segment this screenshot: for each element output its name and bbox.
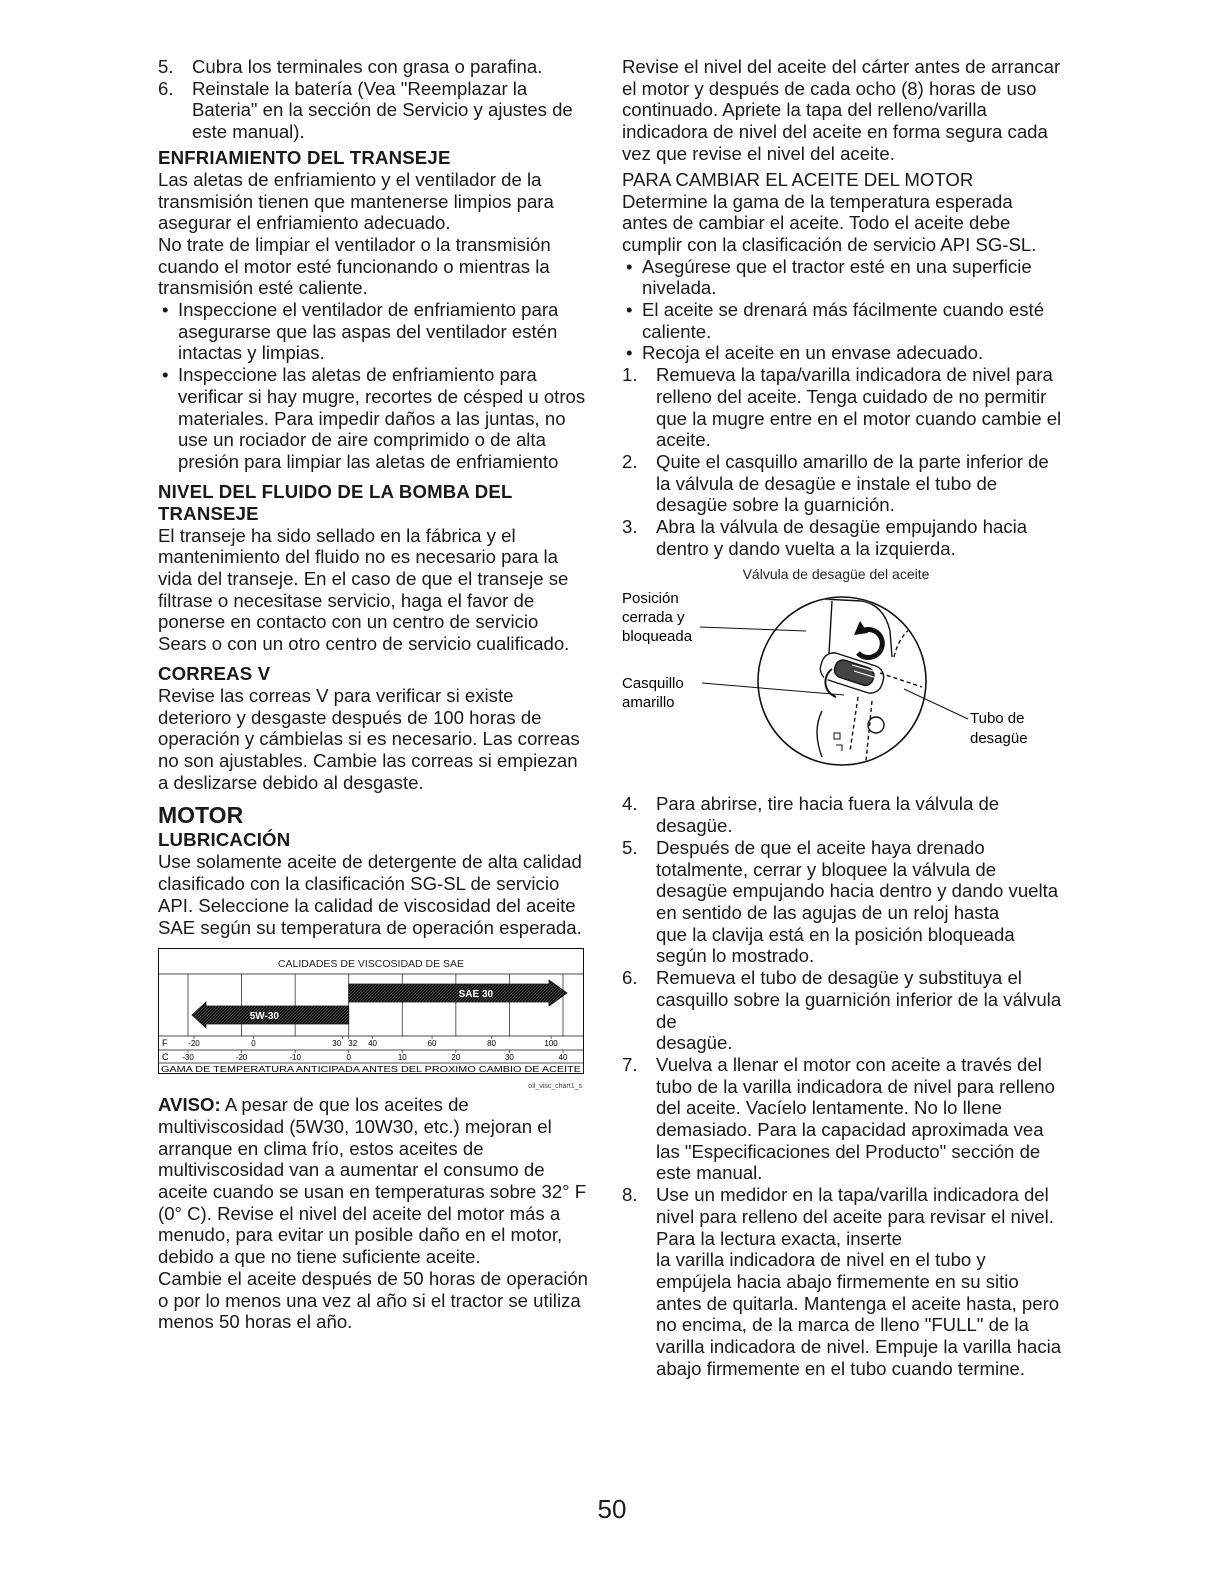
bullet-item — [622, 342, 1062, 364]
heading-motor: MOTOR — [158, 802, 244, 829]
list-text: Reinstale la batería (Vea "Reemplazar la Bateria" en la sección de Servicio y ajustes de este manual). — [192, 77, 573, 143]
f-tick-label: 60 — [427, 1039, 437, 1049]
list-item — [622, 967, 1062, 1032]
aviso-label: AVISO: — [158, 1094, 221, 1116]
c-tick-label: 20 — [451, 1053, 461, 1063]
bullet-icon: • — [626, 255, 633, 277]
c-tick-label: 40 — [558, 1053, 568, 1063]
c-tick-label: 10 — [397, 1053, 407, 1063]
bullet-text: Inspeccione el ventilador de enfriamiento para asegurarse que las aspas del ventilador estén intactas y limpias. — [178, 299, 559, 364]
heading-cambiar: PARA CAMBIAR EL ACEITE DEL MOTOR — [622, 168, 974, 190]
f-tick-label: -20 — [188, 1039, 200, 1049]
list-text: Use un medidor en la tapa/varilla indicadora del nivel para relleno del aceite para revisar el nivel. Para la lectura exacta, inserte — [656, 1184, 1054, 1249]
c-label: C — [162, 1052, 169, 1063]
chart-code: oil_visc_chart1_s — [528, 1083, 582, 1091]
drain-valve-illustration — [622, 561, 1062, 793]
figure-label-amarillo: amarillo — [622, 694, 675, 712]
left-column — [158, 56, 588, 1333]
chart-title: CALIDADES DE VISCOSIDAD DE SAE — [277, 958, 465, 971]
bar-label: 5W-30 — [249, 1011, 279, 1023]
list-text: Remueva la tapa/varilla indicadora de nivel para relleno del aceite. Tenga cuidado de no permitir que la mugre entre en el motor cuando cambie el aceite. — [656, 364, 1062, 451]
f-tick-label: 30 — [332, 1039, 342, 1049]
figure-label-cerrada: cerrada y — [622, 609, 685, 627]
f-tick-label: 100 — [544, 1039, 558, 1049]
bar-label: SAE 30 — [458, 989, 494, 1001]
bullet-icon: • — [162, 299, 169, 321]
list-item — [158, 78, 588, 143]
paragraph: Cambie el aceite después de 50 horas de operación o por lo menos una vez al año si el tractor se utiliza menos 50 horas el año. — [158, 1267, 589, 1333]
list-number: 6. — [622, 967, 638, 989]
c-tick-label: -10 — [289, 1053, 301, 1063]
f-label: F — [162, 1038, 168, 1049]
list-number: 4. — [622, 793, 638, 815]
viscosity-chart — [158, 948, 584, 1091]
list-text: Vuelva a llenar el motor con aceite a través del tubo de la varilla indicadora de nivel para relleno del aceite. Vacíelo lentamente. No lo llene demasiado. Para la capacidad aproximada vea las "Especificaciones del Producto" sección de este manual. — [656, 1053, 1055, 1184]
list-text: Después de que el aceite haya drenado totalmente, cerrar y bloquee la válvula de desagüe empujando hacia dentro y dando vuelta en sentido de las agujas de un reloj hasta — [656, 836, 1059, 923]
figure-label-casquillo: Casquillo — [622, 675, 684, 693]
bullet-item — [158, 299, 588, 364]
paragraph: Revise el nivel del aceite del cárter antes de arrancar el motor y después de cada ocho (8) horas de uso continuado. Apriete la tapa del relleno/varilla indicadora de nivel del aceite en forma segura cada vez que revise el nivel del aceite. — [622, 56, 1061, 164]
list-number: 6. — [158, 77, 174, 99]
figure-label-desague: desagüe — [970, 730, 1028, 748]
list-text: Quite el casquillo amarillo de la parte inferior de la válvula de desagüe e instale el tubo de desagüe sobre la guarnición. — [656, 450, 1049, 516]
chart-footer: GAMA DE TEMPERATURA ANTICIPADA ANTES DEL PROXIMO CAMBIO DE ACEITE — [161, 1064, 582, 1075]
bullet-text: Asegúrese que el tractor esté en una superficie nivelada. — [642, 255, 1032, 299]
heading-enfriamiento: ENFRIAMIENTO DEL TRANSEJE — [158, 146, 451, 168]
list-item — [622, 837, 1062, 924]
figure-label-posicion: Posición — [622, 590, 679, 608]
viscosity-chart-svg — [158, 948, 584, 1074]
f-tick-label: 0 — [251, 1039, 256, 1049]
heading-correas: CORREAS V — [158, 662, 271, 684]
list-number: 5. — [158, 56, 174, 77]
list-number: 3. — [622, 516, 638, 538]
bullet-text: Inspeccione las aletas de enfriamiento para verificar si hay mugre, recortes de césped u otros materiales. Para impedir daños a las juntas, no use un rociador de aire comprimido o de alta presión para limpiar las aletas de enfriamiento — [178, 364, 586, 472]
paragraph: El transeje ha sido sellado en la fábrica y el mantenimiento del fluido no es necesario para la vida del transeje. En el caso de que el transeje se filtrase o necesitase servicio, haga el favor de ponerse en contacto con un centro de servicio Sears o con un otro centro de servicio cualificado. — [158, 524, 570, 655]
list-number: 8. — [622, 1184, 638, 1206]
list-item — [622, 516, 1062, 559]
list-text: Para abrirse, tire hacia fuera la válvula de desagüe. — [656, 793, 1000, 837]
list-continuation: desagüe. — [656, 1032, 733, 1054]
f-tick-label: 80 — [487, 1039, 497, 1049]
list-item — [622, 1054, 1062, 1184]
aviso-text: A pesar de que los aceites de multiviscosidad (5W30, 10W30, etc.) mejoran el arranque en clima frío, estos aceites de multiviscosidad van a aumentar el consumo de aceite cuando se usan en temperaturas sobre 32° F (0° C). Revise el nivel del aceite del motor más a menudo, para evitar un posible daño en el motor, debido a que no tiene suficiente aceite. — [158, 1094, 587, 1268]
list-number: 7. — [622, 1053, 638, 1075]
paragraph: Determine la gama de la temperatura esperada antes de cambiar el aceite. Todo el aceite debe cumplir con la clasificación de servicio API SG-SL. — [622, 190, 1037, 255]
list-item — [158, 56, 588, 78]
f-tick-label: 32 — [348, 1039, 358, 1049]
paragraph: Use solamente aceite de detergente de alta calidad clasificado con la clasificación SG-SL de servicio API. Seleccione la calidad de viscosidad del aceite SAE según su temperatura de operación esperada. — [158, 851, 582, 938]
list-number: 1. — [622, 364, 638, 386]
drain-valve-figure — [622, 561, 1062, 793]
figure-title: Válvula de desagüe del aceite — [742, 566, 930, 583]
paragraph: Revise las correas V para verificar si existe deterioro y desgaste después de 100 horas de operación y cámbielas si es necesario. Las correas no son ajustables. Cambie las correas si empiezan a deslizarse debido al desgaste. — [158, 684, 580, 793]
heading-nivel: NIVEL DEL FLUIDO DE LA BOMBA DEL TRANSEJE — [158, 480, 513, 524]
c-tick-label: -30 — [182, 1053, 194, 1063]
c-tick-label: 0 — [346, 1053, 351, 1063]
paragraph: No trate de limpiar el ventilador o la transmisión cuando el motor esté funcionando o mientras la transmisión esté caliente. — [158, 233, 551, 299]
aviso-paragraph — [158, 1094, 588, 1268]
c-tick-label: 30 — [504, 1053, 514, 1063]
bullet-item — [622, 256, 1062, 299]
list-text: Cubra los terminales con grasa o parafina. — [192, 56, 543, 77]
page-number: 50 — [597, 1494, 627, 1524]
list-text: Remueva el tubo de desagüe y substituya el casquillo sobre la guarnición inferior de la válvula de — [656, 967, 1062, 1032]
heading-lubricacion: LUBRICACIÓN — [158, 829, 291, 851]
valve-drawing — [758, 597, 926, 765]
list-item — [622, 1184, 1062, 1249]
figure-label-bloqueada: bloqueada — [622, 628, 693, 646]
paragraph: Las aletas de enfriamiento y el ventilador de la transmisión tienen que mantenerse limpios para asegurar el enfriamiento adecuado. — [158, 168, 554, 234]
bullet-text: Recoja el aceite en un envase adecuado. — [642, 342, 984, 364]
list-text: Abra la válvula de desagüe empujando hacia dentro y dando vuelta a la izquierda. — [656, 516, 1028, 559]
c-tick-label: -20 — [235, 1053, 248, 1063]
bullet-icon: • — [626, 342, 633, 364]
bullet-item — [622, 299, 1062, 342]
bullet-text: El aceite se drenará más fácilmente cuando esté caliente. — [642, 299, 1045, 342]
figure-label-tubo: Tubo de — [970, 710, 1025, 728]
list-continuation: la varilla indicadora de nivel en el tubo y empújela hacia abajo firmemente en su sitio antes de quitarla. Mantenga el aceite hasta, pero no encima, de la marca de lleno "FULL" de la varilla indicadora de nivel. Empuje la varilla hacia abajo firmemente en el tubo cuando termine. — [656, 1249, 1062, 1379]
bullet-icon: • — [162, 364, 169, 386]
list-item — [622, 451, 1062, 516]
list-number: 5. — [622, 836, 638, 858]
list-item — [622, 793, 1062, 836]
bullet-item — [158, 364, 588, 473]
right-column — [622, 56, 1062, 1379]
list-continuation: que la clavija está en la posición bloqueada según lo mostrado. — [656, 923, 1015, 967]
list-number: 2. — [622, 450, 638, 472]
list-item — [622, 364, 1062, 451]
f-tick-label: 40 — [368, 1039, 377, 1049]
bullet-icon: • — [626, 299, 633, 321]
